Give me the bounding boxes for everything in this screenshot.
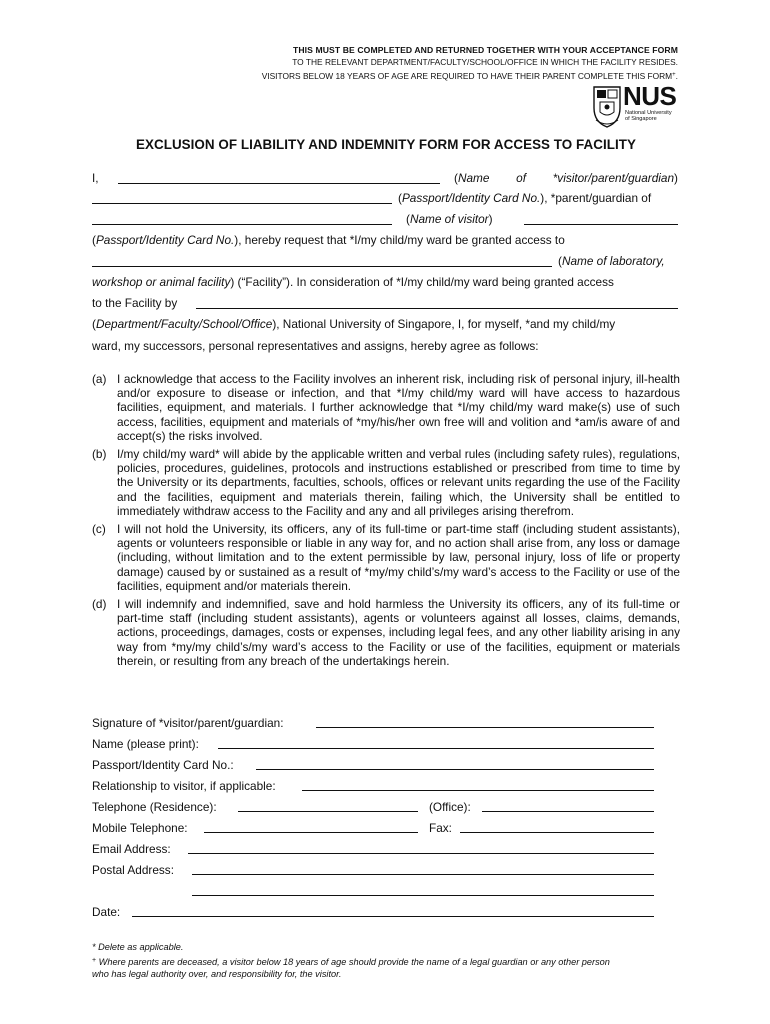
department-blank[interactable] bbox=[196, 297, 678, 309]
relationship-field[interactable] bbox=[302, 790, 654, 791]
passport-blank-1[interactable] bbox=[92, 192, 392, 204]
clause-d: (d) I will indemnify and indemnified, save and hold harmless the University its officers, any of its full-time or part-time staff (including student assistants), agents or volunteers against all losses, claims, demands, actions, proceedings, damages, costs or expenses, including legal fees, and any other liability arising in any way from *my/my child’s/my ward’s access to the Facility or use of the facilities, equipment or materials therein, or resulting from any breach of the undertakings herein. bbox=[92, 597, 680, 668]
clause-a: (a) I acknowledge that access to the Facility involves an inherent risk, including risk of personal injury, ill-health and/or exposure to disease or infection, and that *I/my child/my ward will have access to hazardous facilities, equipment, and materials. I further acknowledge that *I/my child/my ward make(s) use of such access, facilities, equipment and materials of *my/his/her own free will and volition and *am/is aware of and accept(s) the risks involved. bbox=[92, 372, 680, 443]
telephone-office-field[interactable] bbox=[482, 811, 654, 812]
child-name-blank[interactable] bbox=[92, 213, 392, 225]
footnote-parents: + Where parents are deceased, a visitor below 18 years of age should provide the name of a legal guardian or any other person bbox=[92, 957, 610, 967]
intro-line-6: workshop or animal facility) (“Facility”). In consideration of *I/my child/my ward being granted access bbox=[92, 275, 614, 289]
date-row: Date: bbox=[92, 905, 678, 920]
telephone-row: Telephone (Residence): (Office): bbox=[92, 800, 678, 815]
name-print-row: Name (please print): bbox=[92, 737, 678, 752]
nus-crest-icon bbox=[592, 84, 622, 128]
intro-line-4: (Passport/Identity Card No.), hereby request that *I/my child/my ward be granted access to bbox=[92, 233, 565, 247]
relationship-row: Relationship to visitor, if applicable: bbox=[92, 779, 678, 794]
clause-c: (c) I will not hold the University, its officers, any of its full-time or part-time staff (including student assistants), agents or volunteers responsible or liable in any way for, and no action shall arise from, any loss or damage (including, without limitation and to the extent permissible by law, personal injury, loss of life or property damage) caused by or sustained as a result of *my/my child’s/my ward’s access to the Facility or use of the facilities, equipment and/or materials therein. bbox=[92, 522, 680, 593]
header-line-1: THIS MUST BE COMPLETED AND RETURNED TOGETHER WITH YOUR ACCEPTANCE FORM bbox=[293, 45, 678, 55]
date-field[interactable] bbox=[132, 916, 654, 917]
clause-b: (b) I/my child/my ward* will abide by the applicable written and verbal rules (including safety rules), regulations, policies, procedures, guidelines, protocols and instructions established or prescribed from time to time by the University or its departments, faculties, schools, offices or relevant units regarding the use of the Facility and the facilities, equipment and materials therein, failing which, the University shall be entitled to immediately withdraw access to the Facility and any and all privileges arising therefrom. bbox=[92, 447, 680, 518]
header-line-2: TO THE RELEVANT DEPARTMENT/FACULTY/SCHOOL/OFFICE IN WHICH THE FACILITY RESIDES. bbox=[292, 57, 678, 67]
postal-field-line-2[interactable] bbox=[192, 895, 654, 896]
mobile-field[interactable] bbox=[204, 832, 418, 833]
postal-row: Postal Address: bbox=[92, 863, 678, 878]
clauses-list bbox=[92, 372, 680, 672]
intro-line-9: ward, my successors, personal representatives and assigns, hereby agree as follows: bbox=[92, 339, 539, 353]
mobile-row: Mobile Telephone: Fax: bbox=[92, 821, 678, 836]
nus-wordmark: NUS bbox=[623, 81, 677, 111]
name-print-field[interactable] bbox=[218, 748, 654, 749]
header-line-3: VISITORS BELOW 18 YEARS OF AGE ARE REQUIRED TO HAVE THEIR PARENT COMPLETE THIS FORM+. bbox=[261, 71, 678, 81]
laboratory-blank[interactable] bbox=[92, 255, 552, 267]
footnote-delete: * Delete as applicable. bbox=[92, 942, 184, 952]
passport-row: Passport/Identity Card No.: bbox=[92, 758, 678, 773]
footnote-parents-cont: who has legal authority over, and responsibility for, the visitor. bbox=[92, 969, 342, 979]
visitor-name-blank[interactable] bbox=[118, 172, 440, 184]
form-title: EXCLUSION OF LIABILITY AND INDEMNITY FORM FOR ACCESS TO FACILITY bbox=[136, 137, 636, 152]
signature-row: Signature of *visitor/parent/guardian: bbox=[92, 716, 678, 731]
email-row: Email Address: bbox=[92, 842, 678, 857]
intro-line-8: (Department/Faculty/School/Office), National University of Singapore, I, for myself, *and my child/my bbox=[92, 317, 616, 331]
nus-subtitle: National University of Singapore bbox=[625, 110, 672, 123]
visitor-name-blank-2[interactable] bbox=[524, 213, 678, 225]
telephone-residence-field[interactable] bbox=[238, 811, 418, 812]
postal-row-2 bbox=[92, 884, 678, 899]
postal-field-line-1[interactable] bbox=[192, 874, 654, 875]
nus-logo bbox=[592, 81, 682, 130]
email-field[interactable] bbox=[188, 853, 654, 854]
signature-field[interactable] bbox=[316, 727, 654, 728]
fax-field[interactable] bbox=[460, 832, 654, 833]
passport-field[interactable] bbox=[256, 769, 654, 770]
